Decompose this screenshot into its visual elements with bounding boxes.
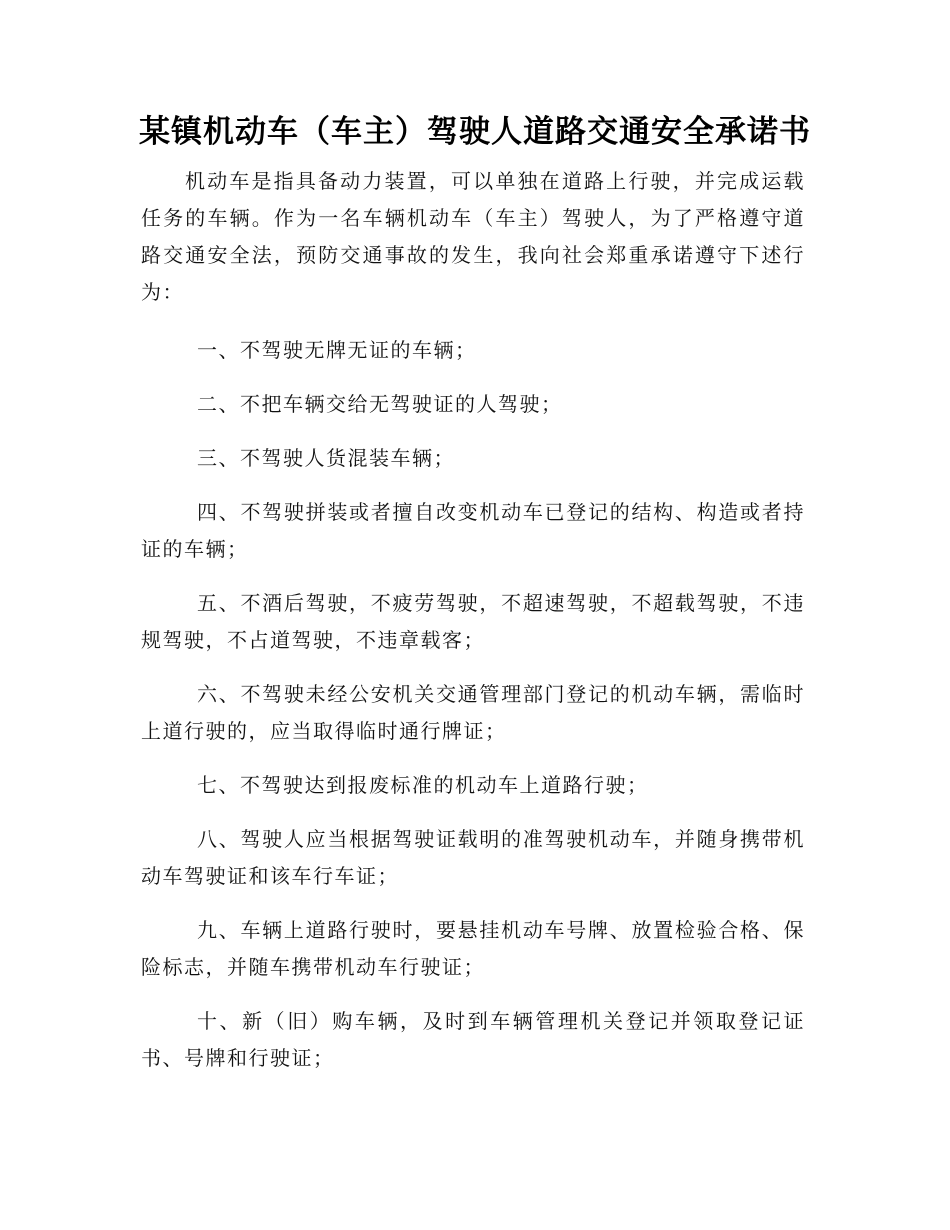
document-title: 某镇机动车（车主）驾驶人道路交通安全承诺书 (139, 114, 811, 150)
commitment-item: 七、不驾驶达到报废标准的机动车上道路行驶； (197, 773, 649, 797)
commitment-item: 十、新（旧）购车辆，及时到车辆管理机关登记并领取登记证书、号牌和行驶证； (141, 1009, 805, 1070)
intro-paragraph: 机动车是指具备动力装置，可以单独在道路上行驶，并完成运载任务的车辆。作为一名车辆机动车（车主）驾驶人，为了严格遵守道路交通安全法，预防交通事故的发生，我向社会郑重承诺遵守下述行为： (141, 169, 805, 304)
document-body (141, 163, 805, 1094)
commitment-item: 二、不把车辆交给无驾驶证的人驾驶； (197, 392, 563, 416)
commitment-item: 三、不驾驶人货混装车辆； (197, 446, 455, 470)
commitment-item: 九、车辆上道路行驶时，要悬挂机动车号牌、放置检验合格、保险标志，并随车携带机动车行驶证； (141, 918, 805, 979)
commitment-item: 四、不驾驶拼装或者擅自改变机动车已登记的结构、构造或者持证的车辆； (141, 500, 805, 561)
commitment-item: 六、不驾驶未经公安机关交通管理部门登记的机动车辆，需临时上道行驶的，应当取得临时通行牌证； (141, 682, 805, 743)
commitment-item: 五、不酒后驾驶，不疲劳驾驶，不超速驾驶，不超载驾驶，不违规驾驶，不占道驾驶，不违章载客； (141, 591, 805, 652)
commitment-item: 八、驾驶人应当根据驾驶证载明的准驾驶机动车，并随身携带机动车驾驶证和该车行车证； (141, 827, 805, 888)
commitment-item: 一、不驾驶无牌无证的车辆； (197, 338, 477, 362)
commitment-list (141, 332, 805, 1077)
